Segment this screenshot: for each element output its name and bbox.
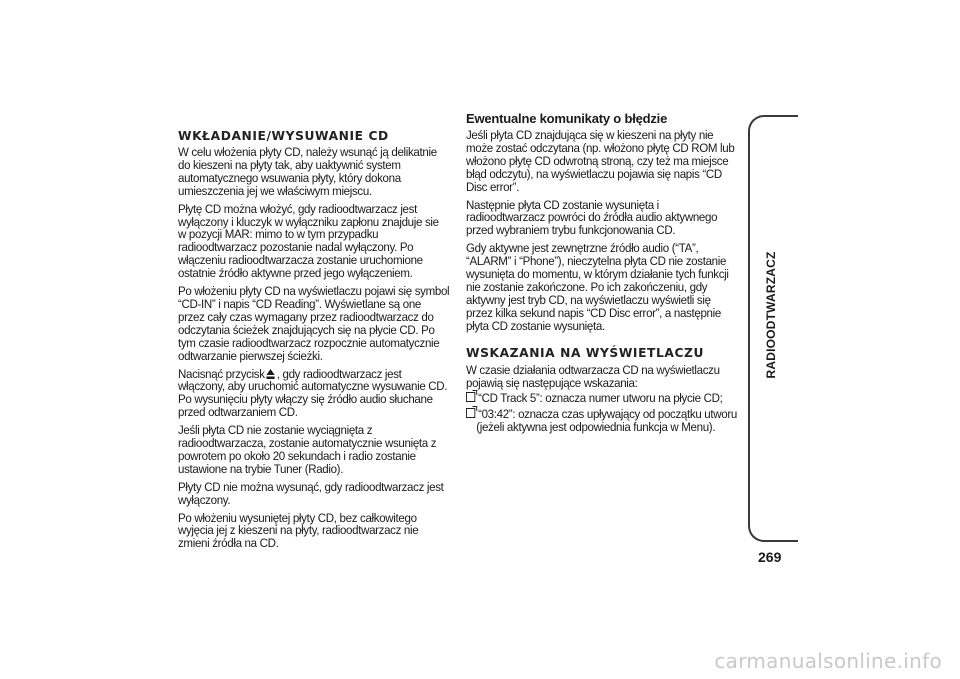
paragraph: Jeśli płyta CD znajdująca się w kieszeni na płyty nie może zostać odczytana (np. włożono płytę CD ROM lub włożono płytę CD odwrotną stroną, czy też ma miejsce błąd odczytu), na wyświetlaczu pojawia się napis “CD Disc error”. <box>466 128 735 194</box>
eject-text-before: Nacisnąć przycisk <box>178 366 265 381</box>
checkbox-bullet-icon <box>466 392 475 402</box>
subheading-errors: Ewentualne komunikaty o błędzie <box>466 111 668 126</box>
paragraph: W celu włożenia płyty CD, należy wsunąć ją delikatnie do kieszeni na płyty tak, aby uaktywnić system automatycznego wsuwania płyty, który dokona umieszczenia jej we właściwym miejscu. <box>178 145 437 198</box>
paragraph: Płytę CD można włożyć, gdy radioodtwarzacz jest wyłączony i kluczyk w wyłączniku zapłonu znajduje sie w pozycji MAR: mimo to w tym przypadku radioodtwarzacz pozostanie nadal wyłączony. Po włączeniu radioodtwarzacza zostanie uruchomione ostatnie źródło aktywne przed jego wyłączeniem. <box>178 201 439 281</box>
eject-icon <box>267 369 275 379</box>
page-number: 269 <box>758 549 782 565</box>
section-heading-display: WSKAZANIA NA WYŚWIETLACZU <box>466 344 705 360</box>
right-column <box>466 111 738 439</box>
watermark: carmanualsonline.info <box>714 649 942 673</box>
paragraph-eject <box>178 368 450 420</box>
paragraph: W czasie działania odtwarzacza CD na wyświetlaczu pojawią się następujące wskazania: <box>466 362 720 390</box>
paragraph: Jeśli płyta CD nie zostanie wyciągnięta z radioodtwarzacza, zostanie automatycznie wsunięta z powrotem po około 20 sekundach i radio zostanie ustawione na trybie Tuner (Radio). <box>178 423 437 476</box>
paragraph: Gdy aktywne jest zewnętrzne źródło audio (“TA”, “ALARM” i “Phone”), nieczytelna płyta CD nie zostanie wysunięta do momentu, w którym działanie tych funkcji nie zostanie zakończone. Po ich zakończeniu, gdy aktywny jest tryb CD, na wyświetlaczu wyświetli się przez kilka sekund napis “CD Disc error”, a następnie płyta CD zostanie wysunięta. <box>466 241 729 333</box>
paragraph: Płyty CD nie można wysunąć, gdy radioodtwarzacz jest wyłączony. <box>178 479 444 507</box>
list-item-text: “CD Track 5”: oznacza numer utworu na płycie CD; <box>478 391 723 406</box>
paragraph: Po włożeniu płyty CD na wyświetlaczu pojawi się symbol “CD-IN” i napis “CD Reading”. Wyświetlane są one przez cały czas wymagany przez radioodtwarzacz do odczytania ścieżek znajdujących się na płycie CD. Po tym czasie radioodtwarzacz rozpocznie automatycznie odtwarzanie pierwszej ścieżki. <box>178 284 450 363</box>
list-item <box>466 392 748 405</box>
list-item <box>466 408 748 434</box>
checkbox-bullet-icon <box>466 408 475 418</box>
paragraph: Po włożeniu wysuniętej płyty CD, bez całkowitego wyjęcia jej z kieszeni na płyty, radioodtwarzacz nie zmieni źródła na CD. <box>178 510 419 551</box>
left-column <box>178 128 450 555</box>
eject-text-after: , gdy radioodtwarzacz jest włączony, aby uruchomić automatyczne wysuwanie CD. Po wysunięciu płyty włączy się źródło audio słuchane przed odtwarzaniem CD. <box>178 366 448 420</box>
side-tab-label: RADIOODTWARZACZ <box>764 251 778 379</box>
list-item-text: “03:42”: oznacza czas upływający od początku utworu (jeżeli aktywna jest odpowiednia funkcja w Menu). <box>476 407 737 435</box>
paragraph: Następnie płyta CD zostanie wysunięta i radioodtwarzacz powróci do źródła audio aktywnego przed wybraniem trybu funkcjonowania CD. <box>466 197 718 238</box>
section-heading-cd: WKŁADANIE/WYSUWANIE CD <box>178 128 389 143</box>
